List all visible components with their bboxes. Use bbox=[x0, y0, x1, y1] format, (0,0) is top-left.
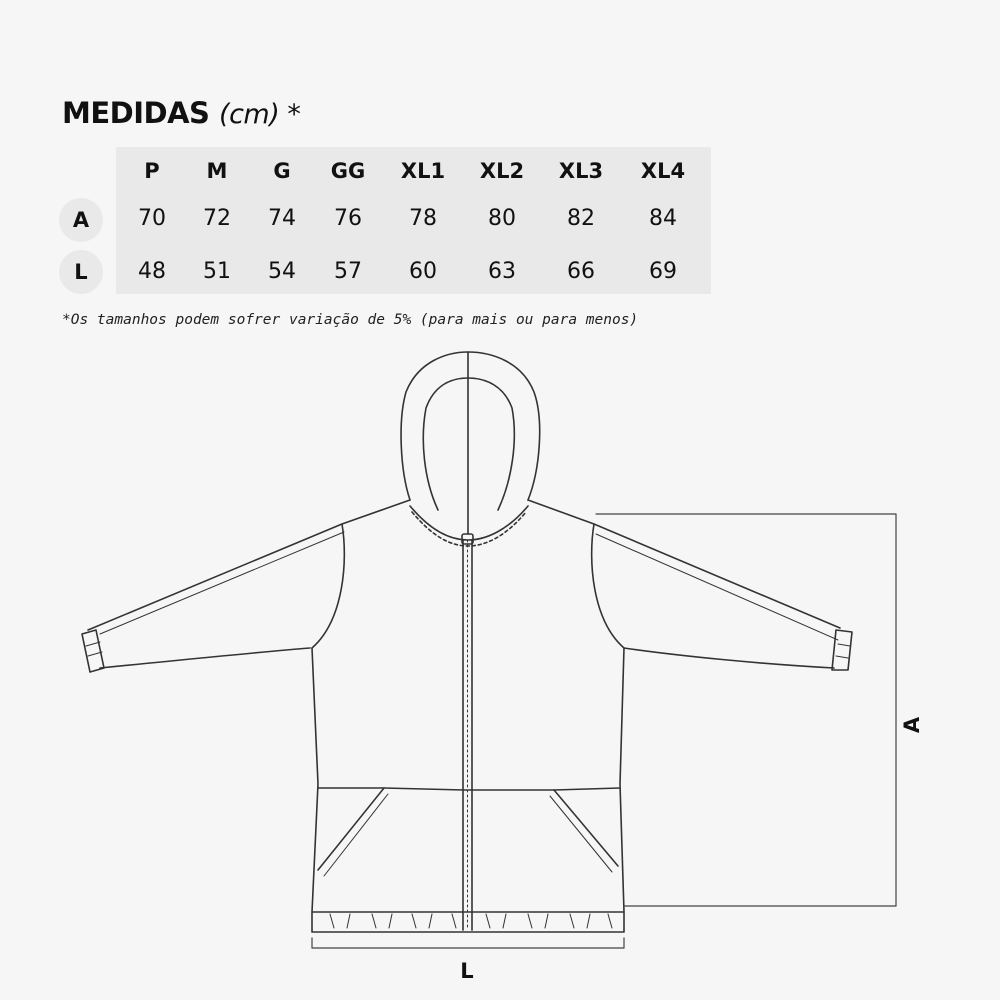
table-cell: 63 bbox=[488, 259, 516, 284]
size-header-xl1: XL1 bbox=[400, 159, 446, 183]
table-cell: 51 bbox=[203, 259, 231, 284]
table-cell: 76 bbox=[334, 206, 362, 231]
table-cell: 48 bbox=[138, 259, 166, 284]
height-measure-line bbox=[596, 514, 896, 906]
width-measure-line bbox=[312, 938, 624, 948]
zipper-icon bbox=[462, 534, 473, 930]
title-unit: (cm) * bbox=[219, 99, 301, 130]
width-label: L bbox=[460, 959, 474, 983]
table-cell: 69 bbox=[649, 259, 677, 284]
table-cell: 57 bbox=[334, 259, 362, 284]
height-label: A bbox=[900, 716, 924, 734]
size-header-p: P bbox=[144, 159, 160, 183]
size-header-xl4: XL4 bbox=[640, 159, 686, 183]
title-main: MEDIDAS bbox=[62, 96, 210, 130]
table-cell: 84 bbox=[649, 206, 677, 231]
table-cell: 70 bbox=[138, 206, 166, 231]
table-cell: 72 bbox=[203, 206, 231, 231]
row-label-a: A bbox=[59, 198, 103, 242]
size-header-g: G bbox=[273, 159, 291, 183]
row-label-l: L bbox=[59, 250, 103, 294]
tolerance-note: *Os tamanhos podem sofrer variação de 5% (para mais ou para menos) bbox=[62, 312, 639, 328]
size-header-xl3: XL3 bbox=[558, 159, 604, 183]
table-cell: 54 bbox=[268, 259, 296, 284]
size-header-m: M bbox=[206, 159, 228, 183]
table-cell: 60 bbox=[409, 259, 437, 284]
table-cell: 74 bbox=[268, 206, 296, 231]
table-cell: 82 bbox=[567, 206, 595, 231]
table-cell: 80 bbox=[488, 206, 516, 231]
size-header-xl2: XL2 bbox=[479, 159, 525, 183]
table-cell: 78 bbox=[409, 206, 437, 231]
size-header-gg: GG bbox=[330, 159, 366, 183]
table-cell: 66 bbox=[567, 259, 595, 284]
